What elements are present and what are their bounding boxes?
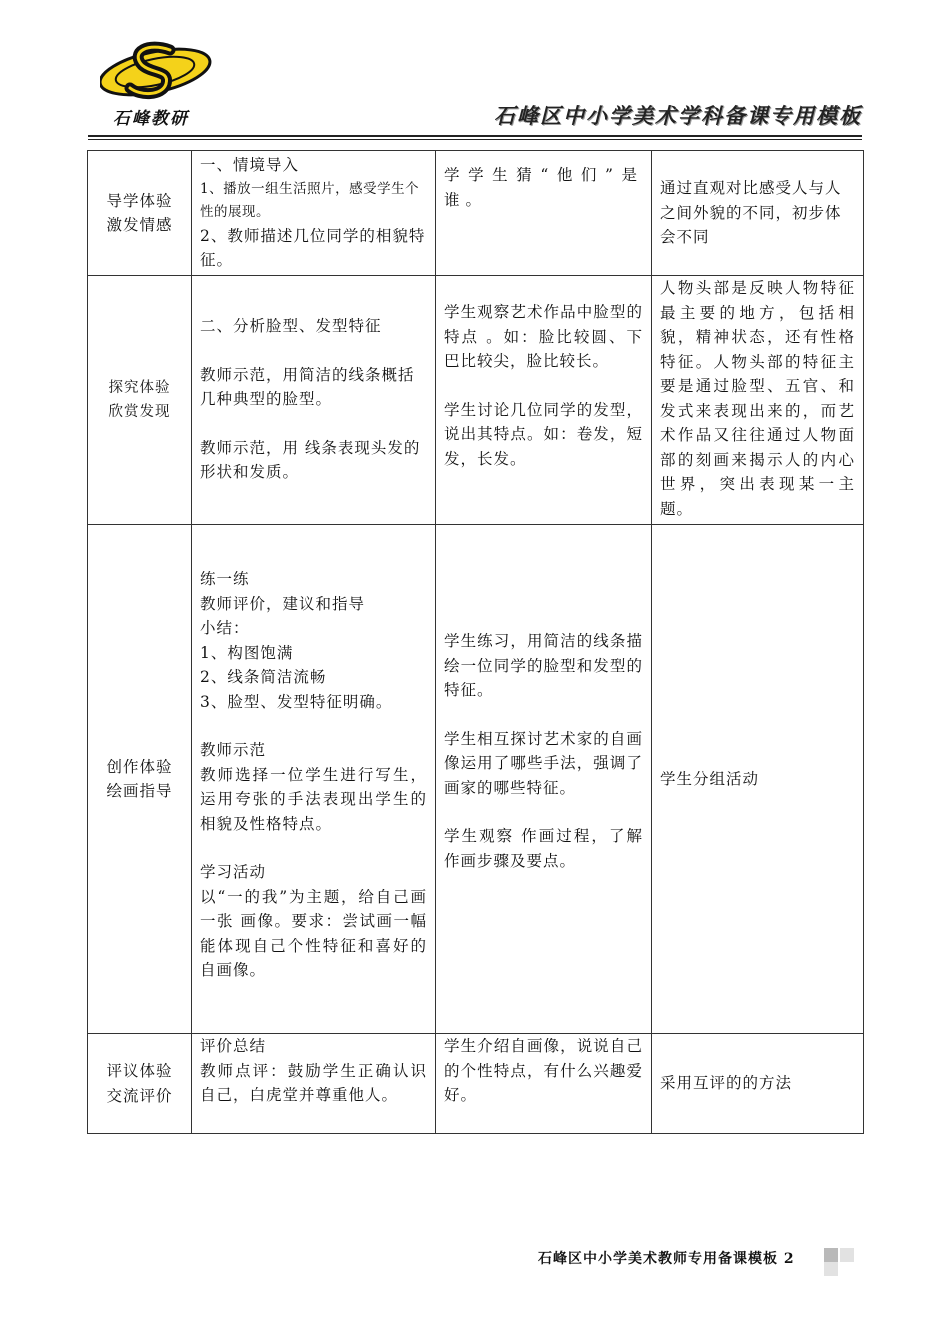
stage-cell: 导学体验 激发情感 (88, 151, 192, 276)
lesson-plan-table (87, 150, 864, 1134)
student-cell: 学学生猜“他们”是谁。 (436, 151, 652, 276)
table-row (88, 525, 864, 1034)
header-rule (88, 135, 862, 137)
activity-cell: 一、情境导入 1、播放一组生活照片，感受学生个性的展现。 2、教师描述几位同学的相貌特征。 (192, 151, 436, 276)
intent-cell: 通过直观对比感受人与人之间外貌的不同，初步体会不同 (652, 151, 864, 276)
table-row (88, 1034, 864, 1134)
table-row (88, 276, 864, 525)
student-cell: 学生观察艺术作品中脸型的特点 。如：脸比较圆、下巴比较尖，脸比较长。 学生讨论几位同学的发型，说出其特点。如：卷发，短发，长发。 (436, 276, 652, 525)
page-header-title: 石峰区中小学美术学科备课专用模板 (494, 103, 862, 128)
logo-text: 石峰教研 (113, 109, 189, 129)
student-cell: 学生介绍自画像，说说自己的个性特点，有什么兴趣爱好。 (436, 1034, 652, 1134)
footer-square-icon (840, 1248, 854, 1262)
header-rule-thin (88, 139, 862, 140)
activity-cell: 练一练 教师评价，建议和指导 小结： 1、构图饱满 2、线条简洁流畅 3、脸型、发型特征明确。 教师示范 教师选择一位学生进行写生，运用夸张的手法表现出学生的相貌及性格特点。 学习活动 以“一的我”为主题，给自己画一张 画像。要求：尝试画一幅能体现自己个性特征和喜好的自画像。 (192, 525, 436, 1034)
student-cell: 学生练习，用简洁的线条描绘一位同学的脸型和发型的特征。 学生相互探讨艺术家的自画像运用了哪些手法，强调了画家的哪些特征。 学生观察 作画过程，了解作画步骤及要点。 (436, 525, 652, 1034)
activity-cell: 评价总结 教师点评：鼓励学生正确认识自己，白虎堂并尊重他人。 (192, 1034, 436, 1134)
footer-square-icon (824, 1262, 838, 1276)
stage-cell: 探究体验 欣赏发现 (88, 276, 192, 525)
footer-square-icon (824, 1248, 838, 1262)
intent-cell: 学生分组活动 (652, 525, 864, 1034)
logo-emblem-icon (100, 38, 220, 108)
stage-cell: 创作体验 绘画指导 (88, 525, 192, 1034)
table-row (88, 151, 864, 276)
stage-cell: 评议体验 交流评价 (88, 1034, 192, 1134)
intent-cell: 采用互评的的方法 (652, 1034, 864, 1134)
activity-cell: 二、分析脸型、发型特征 教师示范，用简洁的线条概括几种典型的脸型。 教师示范，用 线条表现头发的形状和发质。 (192, 276, 436, 525)
intent-cell: 人物头部是反映人物特征最主要的地方，包括相貌，精神状态，还有性格特征。人物头部的特征主要是通过脸型、五官、和发式来表现出来的，而艺术作品又往往通过人物面部的刻画来揭示人的内心世界，突出表现某一主题。 (652, 276, 864, 525)
footer-text: 石峰区中小学美术教师专用备课模板 2 (538, 1251, 795, 1267)
